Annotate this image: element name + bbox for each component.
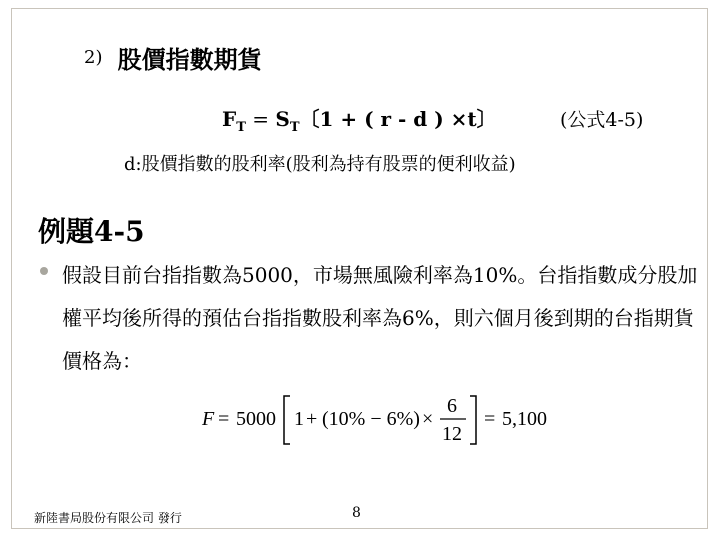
section-number: 2): [84, 47, 103, 68]
calc-one: 1: [294, 408, 304, 430]
calc-rate: (10% − 6%): [322, 408, 420, 430]
calculation-equation: [200, 390, 560, 450]
calc-base: 5000: [236, 408, 276, 430]
page-number: 8: [352, 505, 361, 521]
right-bracket: [470, 396, 476, 444]
futures-pricing-formula: [222, 103, 497, 135]
example-title: 例題4-5: [38, 215, 145, 248]
left-bracket: [284, 396, 290, 444]
dividend-note: d:股價指數的股利率(股利為持有股票的便利收益): [124, 154, 516, 175]
calc-denominator: 12: [442, 423, 462, 445]
formula-spot-subscript: T: [289, 120, 300, 135]
formula-lhs: F: [222, 107, 237, 131]
calc-equals-2: =: [484, 408, 496, 430]
section-heading: [84, 40, 262, 75]
bullet-icon: [40, 267, 48, 275]
calc-lhs: F: [202, 408, 215, 430]
section-title: 股價指數期貨: [117, 46, 262, 74]
formula-lhs-subscript: T: [236, 120, 246, 135]
footer-publisher: 新陸書局股份有限公司 發行: [34, 511, 182, 525]
calc-result: 5,100: [502, 408, 547, 430]
calc-plus: +: [306, 408, 318, 430]
formula-spot: S: [275, 107, 290, 131]
calc-equals-1: =: [218, 408, 230, 430]
formula-equals: =: [245, 107, 276, 131]
formula-carry-term: 〔1 + ( r - d ) ×t〕: [299, 107, 497, 131]
example-body: 假設目前台指指數為5000，市場無風險利率為10%。台指指數成分股加權平均後所得的預估台指指數股利率為6%，則六個月後到期的台指期貨價格為：: [62, 263, 698, 373]
calc-times: ×: [422, 408, 434, 430]
formula-label: (公式4-5): [560, 109, 644, 131]
calc-numerator: 6: [447, 395, 457, 417]
